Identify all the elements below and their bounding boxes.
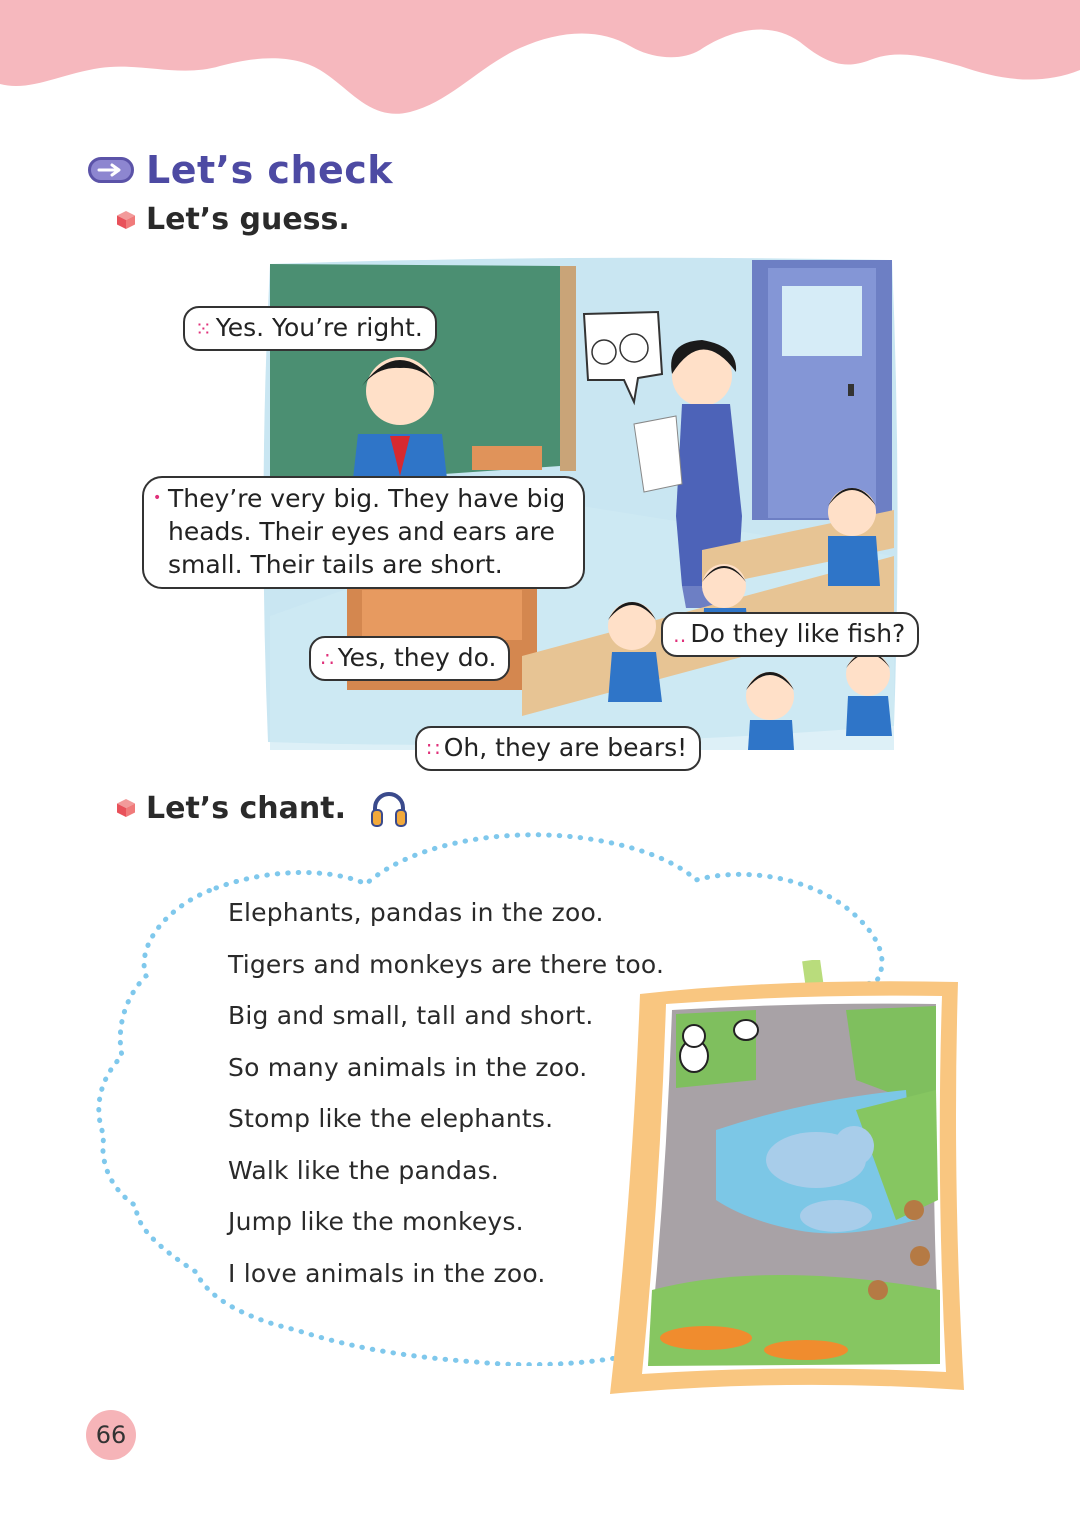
bubble-text: Yes, they do.: [337, 643, 497, 672]
bubble-dots-icon: ∷: [427, 737, 440, 761]
chant-line: I love animals in the zoo.: [228, 1258, 546, 1288]
chant-line: Tigers and monkeys are there too.: [228, 949, 665, 979]
chant-label: Let’s chant.: [146, 790, 346, 826]
guess-header: [116, 202, 350, 237]
chant-lines: [228, 894, 664, 1306]
cube-icon: [116, 798, 136, 818]
headphones-icon[interactable]: [370, 788, 408, 828]
bubble-text: Oh, they are bears!: [443, 733, 688, 762]
cube-icon: [116, 210, 136, 230]
arrow-right-icon: [88, 157, 134, 183]
chant-line: Big and small, tall and short.: [228, 1001, 594, 1030]
section-title: Let’s check: [146, 148, 394, 192]
top-wave-decoration: [0, 0, 1080, 125]
bubble-dots-icon: •: [153, 490, 162, 506]
section-header: [88, 148, 393, 192]
bubble-text: Yes. You’re right.: [215, 313, 423, 342]
bubble-dots-icon: ⁙: [195, 317, 212, 341]
bubble-dots-icon: ‥: [673, 623, 687, 647]
chant-line: Jump like the monkeys.: [228, 1207, 524, 1236]
zoo-illustration: [606, 960, 966, 1400]
chant-line: So many animals in the zoo.: [228, 1052, 588, 1082]
bubble-text: They’re very big. They have big heads. Their eyes and ears are small. Their tails are short.: [168, 484, 566, 579]
guess-label: Let’s guess.: [146, 202, 350, 237]
chant-line: Walk like the pandas.: [228, 1155, 499, 1185]
page-number: 66: [86, 1410, 136, 1460]
speech-bubble-bears: [415, 726, 701, 771]
bubble-dots-icon: ∴: [321, 647, 334, 671]
bubble-text: Do they like fish?: [690, 619, 906, 648]
speech-bubble-yes-they-do: [309, 636, 510, 681]
chant-header: [116, 788, 408, 828]
chant-line: Elephants, pandas in the zoo.: [228, 898, 604, 927]
speech-bubble-like-fish: [661, 612, 919, 657]
speech-bubble-description: [142, 476, 585, 589]
chant-line: Stomp like the elephants.: [228, 1104, 554, 1133]
speech-bubble-yes-right: [183, 306, 437, 351]
